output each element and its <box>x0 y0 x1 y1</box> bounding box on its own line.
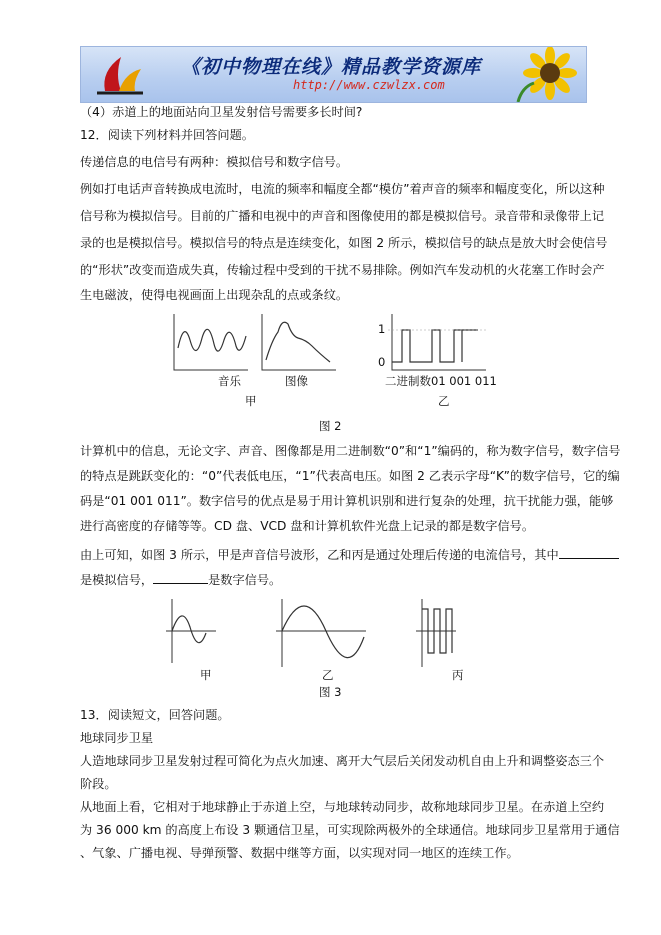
sunflower-icon <box>512 47 582 102</box>
label-yi: 乙 <box>322 668 334 682</box>
group-label-jia: 甲 <box>245 394 257 408</box>
fill-blank-line-1 <box>80 544 585 567</box>
answer-blank-2[interactable] <box>153 569 208 584</box>
banner-url[interactable]: http://www.czwlzx.com <box>293 78 445 92</box>
question-12-title: 12．阅读下列材料并回答问题。 <box>80 128 254 142</box>
paragraph-line: 的特点是跳跃变化的：“0”代表低电压，“1”代表高电压。如图 2 乙表示字母“K”的数字信号，它的编 <box>80 469 620 483</box>
figure-3-caption: 图 3 <box>319 685 342 699</box>
paragraph-line: 信号称为模拟信号。目前的广播和电视中的声音和图像使用的都是模拟信号。录音带和录像带上记 <box>80 209 605 223</box>
paragraph-line: 的“形状”改变而造成失真，传输过程中受到的干扰不易排除。例如汽车发动机的火花塞工作时会产 <box>80 263 605 277</box>
paragraph-line: 、气象、广播电视、导弹预警、数据中继等方面，以实现对同一地区的连续工作。 <box>80 846 519 860</box>
label-jia: 甲 <box>200 668 212 682</box>
label-image: 图像 <box>285 374 308 388</box>
paragraph-line: 例如打电话声音转换成电流时，电流的频率和幅度全都“模仿”着声音的频率和幅度变化，所以这种 <box>80 182 605 196</box>
paragraph-line: 进行高密度的存储等等。CD 盘、VCD 盘和计算机软件光盘上记录的都是数字信号。 <box>80 519 535 533</box>
leaf-logo-icon <box>91 51 151 99</box>
paragraph-line: 人造地球同步卫星发射过程可简化为点火加速、离开大气层后关闭发动机自由上升和调整姿态三个 <box>80 754 605 768</box>
paragraph-line: 码是“01 001 011”。数字信号的优点是易于用计算机识别和进行复杂的处理，抗干扰能力强，能够 <box>80 494 614 508</box>
fill-blank-suffix: 是数字信号。 <box>208 573 282 587</box>
header-banner <box>80 46 587 103</box>
wave-jia <box>172 616 206 643</box>
binary-waveform <box>392 330 478 362</box>
section-title: 地球同步卫星 <box>80 731 154 745</box>
label-bing: 丙 <box>452 668 464 682</box>
paragraph-line: 阶段。 <box>80 777 117 791</box>
music-waveform <box>178 329 246 351</box>
paragraph-line: 从地面上看，它相对于地球静止于赤道上空，与地球转动同步，故称地球同步卫星。在赤道上空约 <box>80 800 605 814</box>
banner-title: 《初中物理在线》精品教学资源库 <box>181 56 482 78</box>
paragraph-line: 传递信息的电信号有两种：模拟信号和数字信号。 <box>80 155 349 169</box>
question-11-4: （4）赤道上的地面站向卫星发射信号需要多长时间? <box>80 105 363 119</box>
wave-yi <box>282 606 364 658</box>
answer-blank-1[interactable] <box>559 544 619 559</box>
axis-zero-label: 0 <box>378 355 386 369</box>
label-music: 音乐 <box>218 374 241 388</box>
label-binary: 二进制数01 001 011 <box>385 374 497 388</box>
paragraph-line: 计算机中的信息，无论文字、声音、图像都是用二进制数“0”和“1”编码的，称为数字信号，数字信号 <box>80 444 621 458</box>
figure-3-graphic <box>160 597 480 669</box>
paragraph-line: 录的也是模拟信号。模拟信号的特点是连续变化，如图 2 所示，模拟信号的缺点是放大时会使信号 <box>80 236 608 250</box>
fill-blank-line-2 <box>80 569 585 592</box>
image-waveform <box>266 322 330 362</box>
figure-2-caption: 图 2 <box>319 419 342 433</box>
question-13-title: 13．阅读短文，回答问题。 <box>80 708 230 722</box>
paragraph-line: 为 36 000 km 的高度上布设 3 颗通信卫星，可实现除两极外的全球通信。地球同步卫星常用于通信 <box>80 823 620 837</box>
group-label-yi: 乙 <box>438 394 450 408</box>
paragraph-line: 生电磁波，使得电视画面上出现杂乱的点或条纹。 <box>80 288 349 302</box>
fill-blank-prefix: 是模拟信号， <box>80 573 154 587</box>
fill-blank-prompt: 由上可知，如图 3 所示，甲是声音信号波形，乙和丙是通过处理后传递的电流信号，其中 <box>80 548 559 562</box>
axis-one-label: 1 <box>378 322 386 336</box>
